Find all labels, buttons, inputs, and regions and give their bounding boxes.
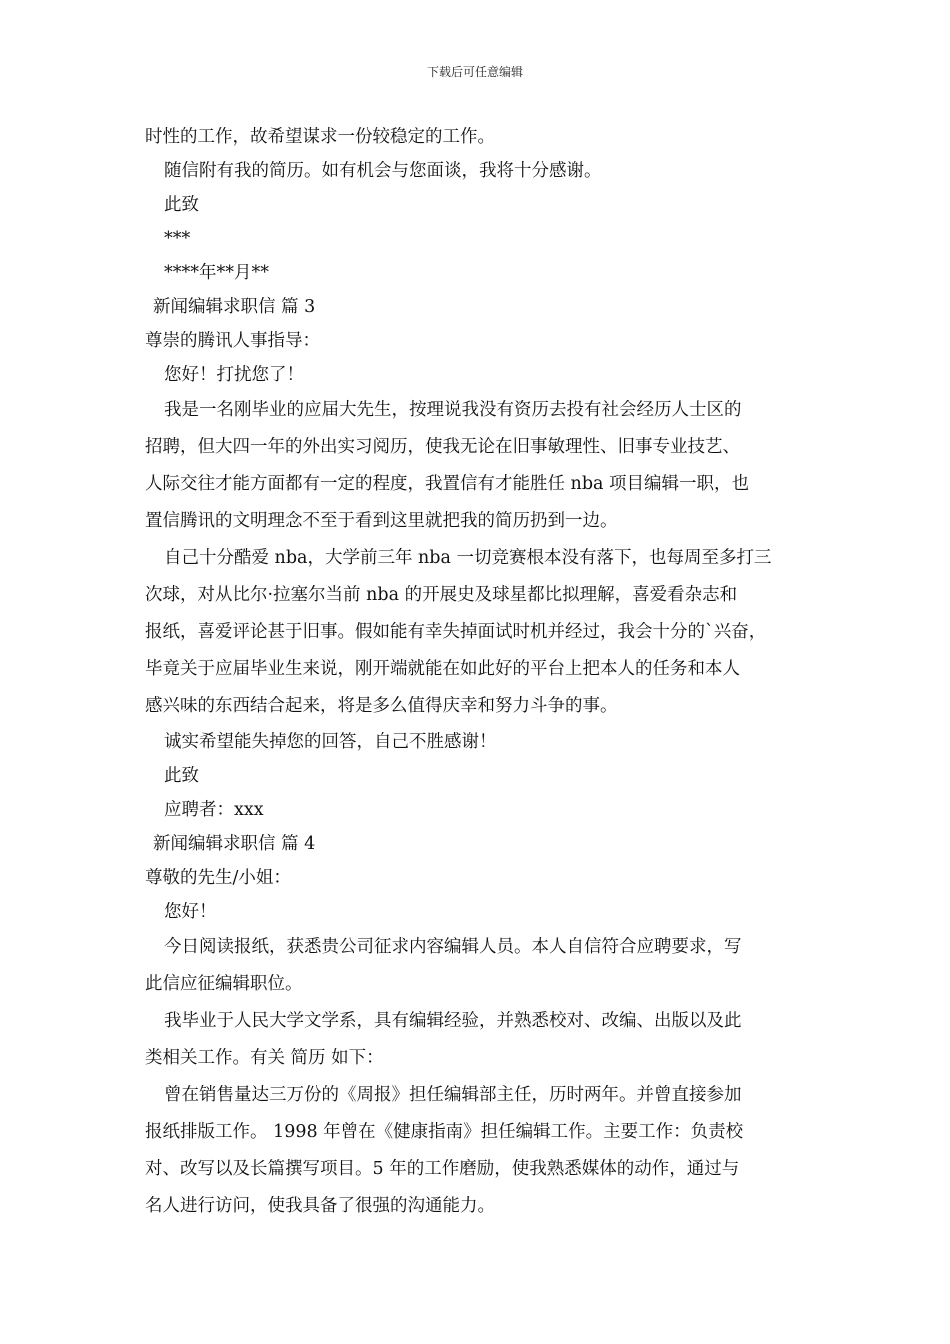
- letter4-salutation: 尊敬的先生/小姐：: [145, 868, 291, 888]
- letter4-paragraph-3: [145, 1077, 810, 1225]
- paragraph-line: 报纸，喜爱评论甚于旧事。假如能有幸失掉面试时机并经过，我会十分的`兴奋，: [145, 622, 767, 642]
- paragraph-line: 今日阅读报纸，获悉贵公司征求内容编辑人员。本人自信符合应聘要求，写: [164, 937, 742, 957]
- paragraph-line: 我毕业于人民大学文学系，具有编辑经验，并熟悉校对、改编、出版以及此: [164, 1011, 742, 1031]
- paragraph-line: 我是一名刚毕业的应届大先生，按理说我没有资历去投有社会经历人士区的: [164, 400, 742, 420]
- letter2-date: ****年**月**: [164, 263, 269, 283]
- paragraph-line: 对、改写以及长篇撰写项目。5 年的工作磨励，使我熟悉媒体的动作，通过与: [145, 1159, 740, 1179]
- document-body: [145, 120, 810, 1225]
- letter4-paragraph-1: [145, 929, 810, 1003]
- letter2-closing: 此致: [164, 195, 199, 215]
- letter3-paragraph-2: [145, 540, 810, 725]
- paragraph-line: 次球，对从比尔·拉塞尔当前 nba 的开展史及球星都比拟理解，喜爱看杂志和: [145, 585, 738, 605]
- paragraph-line: 毕竟关于应届毕业生来说，刚开端就能在如此好的平台上把本人的任务和本人: [145, 659, 740, 679]
- letter3-salutation: 尊崇的腾讯人事指导：: [145, 331, 320, 351]
- letter3-closing: 此致: [164, 766, 199, 786]
- page-header-note: 下载后可任意编辑: [426, 65, 523, 79]
- paragraph-line: 招聘，但大四一年的外出实习阅历，使我无论在旧事敏理性、旧事专业技艺、: [145, 437, 740, 457]
- letter2-resume-note: 随信附有我的简历。如有机会与您面谈，我将十分感谢。: [164, 161, 602, 181]
- paragraph-line: 置信腾讯的文明理念不至于看到这里就把我的简历扔到一边。: [145, 511, 618, 531]
- letter4-title: 新闻编辑求职信 篇 4: [153, 834, 316, 854]
- letter4-paragraph-2: [145, 1003, 810, 1077]
- paragraph-line: 人际交往才能方面都有一定的程度，我置信有才能胜任 nba 项目编辑一职，也: [145, 474, 750, 494]
- paragraph-line: 感兴味的东西结合起来，将是多么值得庆幸和努力斗争的事。: [145, 696, 618, 716]
- paragraph-line: 此信应征编辑职位。: [145, 974, 303, 994]
- letter3-thanks: 诚实希望能失掉您的回答，自己不胜感谢！: [164, 732, 497, 752]
- paragraph-line: 报纸排版工作。 1998 年曾在《健康指南》担任编辑工作。主要工作：负责校: [145, 1122, 744, 1142]
- letter2-line-continuation: 时性的工作，故希望谋求一份较稳定的工作。: [145, 127, 495, 147]
- paragraph-line: 名人进行访问，使我具备了很强的沟通能力。: [145, 1196, 495, 1216]
- letter3-applicant: 应聘者：xxx: [164, 800, 264, 820]
- paragraph-line: 自己十分酷爱 nba，大学前三年 nba 一切竞赛根本没有落下，也每周至多打三: [164, 548, 772, 568]
- paragraph-line: 类相关工作。有关 简历 如下：: [145, 1048, 384, 1068]
- letter3-greeting: 您好！打扰您了！: [164, 365, 304, 385]
- paragraph-line: 曾在销售量达三万份的《周报》担任编辑部主任，历时两年。并曾直接参加: [164, 1085, 742, 1105]
- letter2-signature: ***: [164, 229, 191, 249]
- letter3-title: 新闻编辑求职信 篇 3: [153, 297, 316, 317]
- letter3-paragraph-1: [145, 392, 810, 540]
- letter4-greeting: 您好！: [164, 902, 217, 922]
